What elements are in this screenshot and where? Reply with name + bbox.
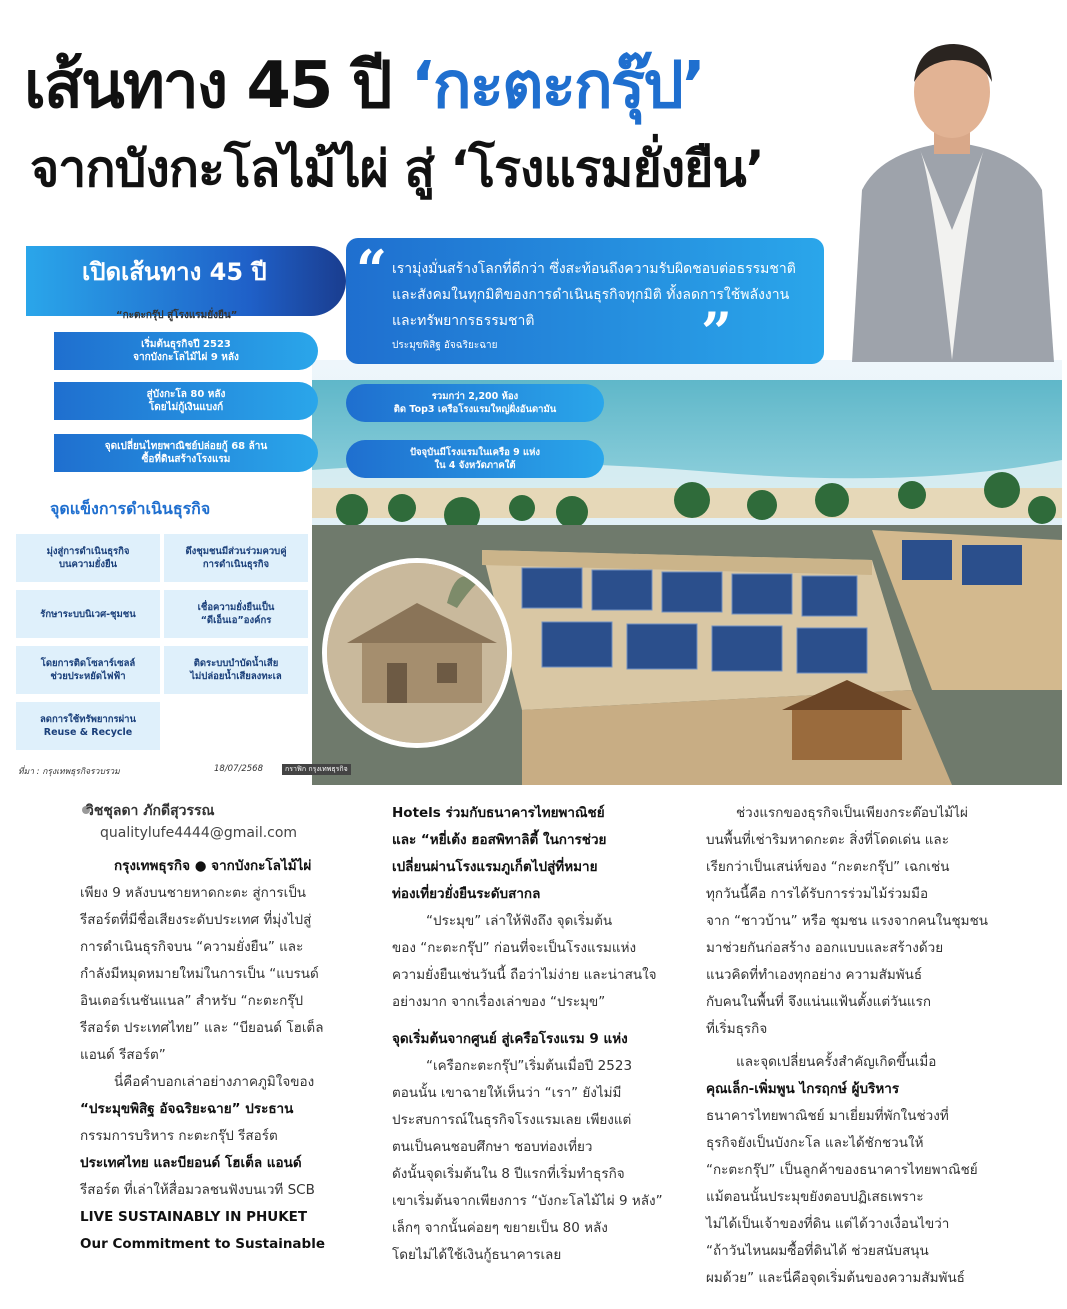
graphic-date: 18/07/2568	[214, 764, 263, 774]
timeline-line: สู่บังกะโล 80 หลัง	[146, 389, 226, 400]
panel-subtitle: “กะตะกรุ๊ป สู่โรงแรมยั่งยืน”	[116, 310, 238, 321]
portrait-illustration	[842, 30, 1062, 362]
body-line: ประเทศไทย และบียอนด์ โฮเต็ล แอนด์	[80, 1155, 302, 1171]
body-line: มาช่วยกันก่อสร้าง ออกแบบและสร้างด้วย	[706, 940, 944, 956]
stat-pill	[346, 440, 604, 478]
stat-line: รวมกว่า 2,200 ห้อง	[431, 391, 519, 402]
quote-text: เรามุ่งมั่นสร้างโลกที่ดีกว่า ซึ่งสะท้อนถึงความรับผิดชอบต่อธรรมชาติและสังคมในทุกมิติของการดำเนินธุรกิจทุกมิติ ทั้งลดการใช้พลังงานและทรัพยากรธรรมชาติ	[392, 261, 796, 329]
body-line: ตอนนั้น เขาฉายให้เห็นว่า “เรา” ยังไม่มี	[392, 1085, 622, 1101]
timeline-line: โดยไม่กู้เงินแบงก์	[148, 402, 224, 413]
open-quote-icon: “	[356, 238, 388, 302]
body-line: กรุงเทพธุรกิจ ● จากบังกะโลไม้ไผ่	[114, 858, 312, 874]
timeline-line: เริ่มต้นธุรกิจปี 2523	[141, 339, 231, 350]
body-line: “ประมุขพิสิฐ อัจฉริยะฉาย” ประธาน	[80, 1101, 294, 1117]
body-line: เล็กๆ จากนั้นค่อยๆ ขยายเป็น 80 หลัง	[392, 1220, 608, 1236]
body-line: ที่เริ่มธุรกิจ	[706, 1021, 768, 1037]
body-line: กำลังมีหมุดหมายใหม่ในการเป็น “แบรนด์	[80, 966, 319, 982]
bungalow-illustration	[327, 563, 507, 743]
body-line: เปลี่ยนผ่านโรงแรมภูเก็ตไปสู่ที่หมาย	[392, 859, 598, 875]
strength-cell	[16, 534, 160, 582]
body-line: แนวคิดที่ทำเองทุกอย่าง ความสัมพันธ์	[706, 967, 923, 983]
section-heading: จุดเริ่มต้นจากศูนย์ สู่เครือโรงแรม 9 แห่ง	[392, 1031, 628, 1047]
body-line: กรรมการบริหาร กะตะกรุ๊ป รีสอร์ต	[80, 1128, 278, 1144]
body-line: และจุดเปลี่ยนครั้งสำคัญเกิดขึ้นเมื่อ	[736, 1054, 937, 1070]
article-column-3	[706, 800, 1006, 1292]
timeline-item	[54, 434, 318, 472]
body-line: จาก “ชาวบ้าน” หรือ ชุมชน แรงจากคนในชุมชน	[706, 913, 988, 929]
timeline-item	[54, 382, 318, 420]
body-line: อินเตอร์เนชันแนล” สำหรับ “กะตะกรุ๊ป	[80, 993, 304, 1009]
stat-line: ใน 4 จังหวัดภาคใต้	[434, 460, 516, 471]
strength-line: ลดการใช้ทรัพยากรผ่าน	[39, 714, 137, 725]
stat-line: ปัจจุบันมีโรงแรมในเครือ 9 แห่ง	[409, 447, 541, 458]
body-line: รีสอร์ต ที่เล่าให้สื่อมวลชนฟังบนเวที SCB	[80, 1182, 315, 1198]
body-line: โดยไม่ได้ใช้เงินกู้ธนาคารเลย	[392, 1247, 562, 1263]
strength-line: Reuse & Recycle	[43, 727, 133, 738]
strength-line: บนความยั่งยืน	[58, 559, 118, 570]
graphic-credit-tag: กราฟิก กรุงเทพธุรกิจ	[282, 764, 351, 775]
strength-cell	[16, 702, 160, 750]
strength-cell	[16, 590, 160, 638]
timeline-line: ซื้อที่ดินสร้างโรงแรม	[141, 454, 231, 465]
headline-line-1	[24, 34, 704, 136]
body-line: และ “หยี่เต้ง ฮอสพิทาลิตี้ ในการช่วย	[392, 832, 607, 848]
body-line: ไม่ได้เป็นเจ้าของที่ดิน แต่ได้วางเงื่อนไขว่า	[706, 1216, 950, 1232]
vintage-bungalow-photo	[322, 558, 512, 748]
strength-cell	[16, 646, 160, 694]
body-line: นี่คือคำบอกเล่าอย่างภาคภูมิใจของ	[114, 1074, 315, 1090]
body-line: เพียง 9 หลังบนชายหาดกะตะ สู่การเป็น	[80, 885, 307, 901]
stat-pill	[346, 384, 604, 422]
body-line: ดังนั้นจุดเริ่มต้นใน 8 ปีแรกที่เริ่มทำธุรกิจ	[392, 1166, 625, 1182]
body-line: ประสบการณ์ในธุรกิจโรงแรมเลย เพียงแต่	[392, 1112, 632, 1128]
headline-prefix: เส้นทาง 45 ปี	[24, 49, 391, 123]
byline-email: qualitylufe4444@gmail.com	[100, 825, 298, 841]
strength-line: เชื่อความยั่งยืนเป็น	[197, 602, 275, 613]
quote-author: ประมุขพิสิฐ อัจฉริยะฉาย	[392, 340, 498, 351]
strength-line: ไม่ปล่อยน้ำเสียลงทะเล	[190, 671, 282, 682]
timeline-item	[54, 332, 318, 370]
stat-line: ติด Top3 เครือโรงแรมใหญ่ฝั่งอันดามัน	[393, 404, 557, 415]
body-line: “ประมุข” เล่าให้ฟังถึง จุดเริ่มต้น	[426, 913, 613, 929]
body-line: ธุรกิจยังเป็นบังกะโล และได้ชักชวนให้	[706, 1135, 924, 1151]
panel-title: เปิดเส้นทาง 45 ปี	[82, 258, 267, 286]
headline	[24, 34, 824, 198]
body-line: Our Commitment to Sustainable	[80, 1236, 325, 1252]
body-line: Hotels ร่วมกับธนาคารไทยพาณิชย์	[392, 805, 605, 821]
strength-line: รักษาระบบนิเวศ-ชุมชน	[40, 608, 136, 620]
strength-line: ช่วยประหยัดไฟฟ้า	[50, 671, 126, 682]
body-line: รีสอร์ต ประเทศไทย” และ “บียอนด์ โฮเต็ล	[80, 1020, 324, 1036]
strength-cell	[164, 590, 308, 638]
strength-line: “ดีเอ็นเอ”องค์กร	[200, 615, 272, 626]
strength-line: โดยการติดโซลาร์เซลล์	[40, 658, 136, 669]
body-line: ธนาคารไทยพาณิชย์ มาเยี่ยมที่พักในช่วงที่	[706, 1108, 949, 1124]
body-line: การดำเนินธุรกิจบน “ความยั่งยืน” และ	[80, 939, 304, 955]
strength-line: ดึงชุมชนมีส่วนร่วมควบคู่	[185, 546, 287, 557]
timeline-line: จากบังกะโลไม้ไผ่ 9 หลัง	[133, 352, 239, 363]
body-line: “เครือกะตะกรุ๊ป”เริ่มต้นเมื่อปี 2523	[426, 1058, 633, 1074]
executive-portrait	[842, 30, 1062, 362]
body-line: อย่างมาก จากเรื่องเล่าของ “ประมุข”	[392, 994, 606, 1010]
timeline-line: จุดเปลี่ยนไทยพาณิชย์ปล่อยกู้ 68 ล้าน	[104, 441, 268, 452]
body-line: “กะตะกรุ๊ป” เป็นลูกค้าของธนาคารไทยพาณิชย์	[706, 1162, 978, 1178]
article-column-1	[80, 853, 380, 1258]
body-line: ของ “กะตะกรุ๊ป” ก่อนที่จะเป็นโรงแรมแห่ง	[392, 940, 637, 956]
body-line: ผมด้วย” และนี่คือจุดเริ่มต้นของความสัมพันธ์	[706, 1270, 965, 1286]
infographic-panel	[12, 236, 338, 782]
article-column-2	[392, 800, 692, 1269]
quote-box	[346, 238, 824, 364]
graphic-source: ที่มา : กรุงเทพธุรกิจรวบรวม	[18, 767, 120, 777]
headline-line-2: จากบังกะโลไม้ไผ่ สู่ ‘โรงแรมยั่งยืน’	[30, 140, 764, 198]
body-line: ท่องเที่ยวยั่งยืนระดับสากล	[392, 886, 541, 902]
body-line: รีสอร์ตที่มีชื่อเสียงระดับประเทศ ที่มุ่งไปสู่	[80, 912, 312, 928]
body-line: ทุกวันนี้คือ การได้รับการร่วมไม้ร่วมมือ	[706, 886, 929, 902]
body-line: เขาเริ่มต้นจากเพียงการ “บังกะโลไม้ไผ่ 9 หลัง”	[392, 1193, 663, 1209]
body-line: กับคนในพื้นที่ จึงแน่นแฟ้นตั้งแต่วันแรก	[706, 994, 932, 1010]
body-line: LIVE SUSTAINABLY IN PHUKET	[80, 1209, 308, 1225]
body-line: ตนเป็นคนชอบศึกษา ชอบท่องเที่ยว	[392, 1139, 593, 1155]
body-line: แม้ตอนนั้นประมุขยังตอบปฏิเสธเพราะ	[706, 1189, 924, 1205]
body-line: แอนด์ รีสอร์ต”	[80, 1047, 166, 1063]
body-line: ความยั่งยืนเช่นวันนี้ ถือว่าไม่ง่าย และน่าสนใจ	[392, 967, 657, 983]
body-line: เรียกว่าเป็นเสน่ห์ของ “กะตะกรุ๊ป” เฉกเช่น	[706, 859, 950, 875]
byline-author: วิชชุลดา ภักดีสุวรรณ	[86, 803, 215, 819]
strength-cell	[164, 646, 308, 694]
body-line: บนพื้นที่เช่าริมหาดกะตะ สิ่งที่โดดเด่น และ	[706, 832, 949, 848]
strength-line: การดำเนินธุรกิจ	[202, 559, 270, 570]
headline-highlight: ‘กะตะกรุ๊ป’	[410, 49, 705, 123]
strength-line: ติดระบบบำบัดน้ำเสีย	[193, 658, 279, 669]
body-line: “ถ้าวันไหนผมซื้อที่ดินได้ ช่วยสนับสนุน	[706, 1243, 929, 1259]
strengths-title: จุดแข็งการดำเนินธุรกิจ	[50, 499, 211, 518]
close-quote-icon: ”	[700, 300, 732, 364]
body-line: ช่วงแรกของธุรกิจเป็นเพียงกระต๊อบไม้ไผ่	[736, 805, 968, 821]
body-line: คุณเล็ก-เพิ่มพูน ไกรฤกษ์ ผู้บริหาร	[706, 1081, 900, 1097]
strength-cell	[164, 534, 308, 582]
strength-line: มุ่งสู่การดำเนินธุรกิจ	[46, 546, 130, 557]
